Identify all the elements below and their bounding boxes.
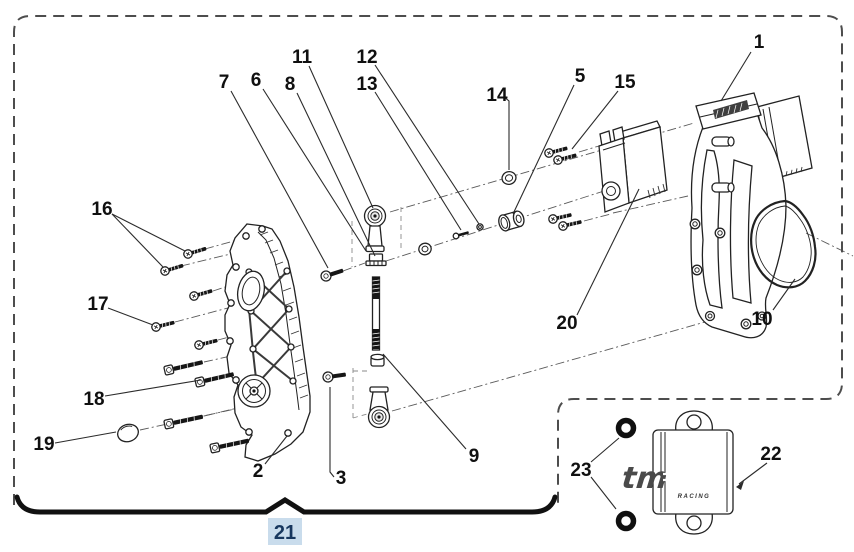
rod-end-upper bbox=[365, 206, 386, 252]
leader-6 bbox=[263, 89, 366, 251]
leader-3 bbox=[330, 387, 334, 477]
leader-23a bbox=[591, 438, 619, 462]
callout-22: 22 bbox=[760, 444, 782, 465]
leader-17 bbox=[108, 308, 153, 325]
washer-c bbox=[501, 170, 518, 186]
callout-6: 6 bbox=[250, 70, 262, 91]
leader-23b bbox=[591, 477, 616, 509]
group-21 bbox=[17, 497, 555, 545]
callout-9: 9 bbox=[468, 446, 480, 467]
callout-2: 2 bbox=[252, 461, 264, 482]
tm-racing-label: RACING bbox=[677, 494, 711, 500]
callout-labels bbox=[33, 32, 781, 489]
leader-13 bbox=[375, 92, 461, 230]
callout-3: 3 bbox=[335, 468, 347, 489]
cap-nut bbox=[371, 354, 384, 366]
callout-1: 1 bbox=[753, 32, 765, 53]
threaded-stud bbox=[373, 277, 380, 350]
leader-16a bbox=[112, 214, 185, 251]
callout-11: 11 bbox=[291, 47, 313, 68]
inset-section bbox=[619, 411, 734, 534]
part-cover bbox=[225, 224, 310, 461]
part-cdi-box bbox=[620, 411, 733, 534]
group-brace bbox=[17, 497, 555, 512]
callout-19: 19 bbox=[33, 434, 55, 455]
leader-22-arrow bbox=[736, 481, 744, 490]
bush bbox=[497, 210, 526, 233]
callout-10: 10 bbox=[751, 309, 773, 330]
o-ring-bottom bbox=[619, 514, 634, 529]
callout-8: 8 bbox=[284, 74, 296, 95]
leader-1 bbox=[721, 52, 751, 101]
callout-17: 17 bbox=[87, 294, 109, 315]
callout-14: 14 bbox=[486, 85, 508, 106]
leader-18 bbox=[105, 380, 201, 396]
callout-20: 20 bbox=[556, 313, 578, 334]
leader-12 bbox=[375, 65, 479, 224]
washer-b bbox=[476, 223, 484, 231]
group-badge-label: 21 bbox=[273, 522, 297, 544]
leader-16b bbox=[112, 214, 163, 267]
leader-19 bbox=[55, 432, 116, 443]
rod-end-lower bbox=[369, 387, 390, 428]
part-starter-motor bbox=[544, 121, 667, 231]
callout-15: 15 bbox=[614, 72, 636, 93]
plug bbox=[115, 422, 140, 445]
cover-pump-cap bbox=[238, 375, 270, 407]
callout-5: 5 bbox=[574, 66, 586, 87]
leader-14 bbox=[504, 97, 509, 170]
callout-13: 13 bbox=[356, 74, 378, 95]
callout-12: 12 bbox=[356, 47, 378, 68]
leader-8 bbox=[297, 93, 375, 256]
tm-logo: tm bbox=[620, 461, 670, 496]
callout-16: 16 bbox=[91, 199, 113, 220]
leader-9 bbox=[383, 354, 466, 449]
o-ring-top bbox=[619, 421, 634, 436]
callout-23: 23 bbox=[570, 460, 592, 481]
washer-a bbox=[418, 242, 433, 256]
callout-7: 7 bbox=[218, 72, 230, 93]
callout-18: 18 bbox=[83, 389, 105, 410]
leader-22 bbox=[739, 463, 767, 484]
flanged-nut bbox=[366, 254, 386, 266]
